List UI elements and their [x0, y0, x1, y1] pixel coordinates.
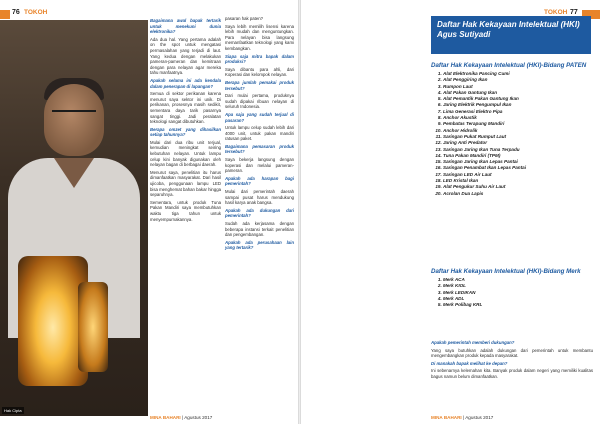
- interview-question: Apakah pemerintah memberi dukungan?: [431, 340, 515, 345]
- footer-magazine: MINA BAHARI: [431, 415, 462, 420]
- article-paragraph: Menurut saya, penelitian itu harus dimanfaatkan masyarakat. Dari hasil ujicoba, penggunaan lampu LED bisa menghemat bahan bakar hingga separuhnya.: [150, 169, 221, 198]
- merek-item: 5. Merk Polibag KRL: [443, 302, 591, 308]
- article-paragraph: Yang saya butuhkan adalah dukungan dari pemerintah untuk membantu mengembangkan produk kepada masyarakat.: [431, 347, 593, 359]
- interview-question: Bagaimana pemasaran produk tersebut?: [225, 143, 294, 155]
- paten-item: 12. Jaring Anti Predator: [443, 140, 591, 146]
- article-column-2: [225, 16, 294, 253]
- merek-heading: Daftar Hak Kekayaan Intelektual (HKI)-Bidang Merk: [431, 268, 581, 275]
- left-footer: MINA BAHARI | Agustus 2017: [150, 415, 213, 420]
- article-paragraph: Sementara, untuk produk Tuna Pakan Mandiri saya membutuhkan waktu tiga tahun untuk menyempurnakannya.: [150, 199, 221, 222]
- footer-date: Agustus 2017: [465, 415, 494, 420]
- section-label: TOKOH: [24, 9, 48, 16]
- paten-item: 3. Rumpon Laut: [443, 84, 591, 90]
- paten-item: 10. Anchor Hidrolik: [443, 128, 591, 134]
- paten-item: 2. Alat Penggiring Ikan: [443, 77, 591, 83]
- paten-list-block: [431, 62, 591, 197]
- merek-item: 3. Merk LEDIKAN: [443, 290, 591, 296]
- interview-question: Di manakah bapak melihat ke depan?: [431, 360, 508, 366]
- article-paragraph: Mulai dari dua ribu unit terjual, kemudian meningkat seiring kebutuhan nelayan. Untuk lampu celup kini banyak digunakan oleh nelayan bagan di berbagai daerah.: [150, 139, 221, 168]
- article-paragraph: Ada dua hal. Yang pertama adalah on the spot untuk mengatasi permasalahan yang terjadi di laut. Yang kedua dengan melakukan pameran-pameran dan kemitraan dengan para nelayan agar mereka tahu manfaatnya.: [150, 36, 221, 76]
- footer-magazine: MINA BAHARI: [150, 415, 181, 420]
- article-paragraph: Mulai dari pemerintah daerah sampai pusat harus mendukung hasil karya anak bangsa.: [225, 189, 294, 206]
- interview-question: Berapa omzet yang dihasilkan setiap tahunnya?: [150, 126, 221, 138]
- paten-item: 18. LED Kristal Ikan: [443, 178, 591, 184]
- article-paragraph: Sudah ada kerjasama dengan beberapa instansi terkait penelitian dan pengembangan.: [225, 221, 294, 238]
- lamp-product-secondary: [78, 282, 108, 372]
- paten-item: 16. Saringan Penambat Ikan Lepas Pantai: [443, 165, 591, 171]
- paten-item: 14. Tuna Pakan Mandiri (TPM): [443, 153, 591, 159]
- right-footer: MINA BAHARI | Agustus 2017: [431, 415, 494, 420]
- photo-caption: Hak Cipta: [4, 408, 22, 413]
- article-paragraph: Dari mulai pertama, produknya sudah dipakai ribuan nelayan di seluruh Indonesia.: [225, 93, 294, 110]
- merek-item: 1. Merk ACA: [443, 277, 591, 283]
- paten-item: 6. Jaring Elektrik Pengumpul Ikan: [443, 102, 591, 108]
- article-paragraph: Saya bekerja langsung dengan koperasi dan melalui pameran-pameran.: [225, 157, 294, 174]
- hki-title-box: Daftar Hak Kekayaan Intelektual (HKI) Agus Sutiyadi: [431, 16, 591, 54]
- paten-item: 1. Alat Elektronika Pancing Cumi: [443, 71, 591, 77]
- article-paragraph: Saya lebih memilih lisensi karena lebih mudah dan menguntungkan. Para nelayan bisa langsung memanfaatkan teknologi yang kami kembangkan.: [225, 23, 294, 51]
- interview-question: Apakah selama ini ada kendala dalam penerapan di lapangan?: [150, 77, 221, 89]
- paten-item: 11. Saringan Pukat Rumput Laut: [443, 134, 591, 140]
- paten-item: 4. Alat Pakan Gantung Ikan: [443, 90, 591, 96]
- paten-item: 15. Saringan Jaring Ikan Lepas Pantai: [443, 159, 591, 165]
- interview-question: Apakah ada perusahaan lain yang tertarik?: [225, 239, 294, 251]
- article-paragraph: Semua di sektor perikanan karena menurut saya sektor ini unik. Di perikanan, prosesnya masih sedikit, sementara daya tarik pasarnya sangat tinggi. Jadi peralatan teknologi sangat dibutuhkan.: [150, 91, 221, 125]
- paten-item: 8. Anchor Akustik: [443, 115, 591, 121]
- section-label: TOKOH: [544, 9, 568, 16]
- footer-date: Agustus 2017: [184, 415, 213, 420]
- page-number: 76: [12, 9, 20, 16]
- article-paragraph: pasaran hak paten?: [225, 16, 263, 21]
- paten-heading: Daftar Hak Kekayaan Intelektual (HKI)-Bidang PATEN: [431, 62, 587, 69]
- paten-list: [431, 71, 591, 197]
- page-number: 77: [570, 9, 578, 16]
- merek-list: [431, 277, 591, 308]
- article-bottom-text: [431, 340, 593, 382]
- portrait-photo: [0, 20, 148, 416]
- paten-item: 19. Alat Pengukur Suhu Air Laut: [443, 184, 591, 190]
- photo-glasses: [52, 110, 96, 122]
- interview-question: Apakah ada harapan bagi pemerintah?: [225, 175, 294, 187]
- article-paragraph: Saya dibantu para ahli, dari Koperasi dan kelompok nelayan.: [225, 66, 294, 78]
- interview-question: Siapa saja mitra bapak dalam produksi?: [225, 53, 294, 65]
- left-page: [0, 0, 298, 424]
- paten-item: 9. Pembatas Terapung Mandiri: [443, 121, 591, 127]
- article-column-1: [150, 16, 221, 224]
- article-paragraph: Ini sebenarnya kelemahan kita. Banyak produk dalam negeri yang memiliki kualitas bagus namun belum dimanfaatkan.: [431, 368, 593, 379]
- interview-question: Apa saja yang sudah terjual di pasaran?: [225, 111, 294, 123]
- paten-item: 7. Lima Generasi Elektro Pipa: [443, 109, 591, 115]
- paten-item: 5. Alat Pemantik Pakan Gantung Ikan: [443, 96, 591, 102]
- paten-item: 20. Acrolan Dua Lapis: [443, 191, 591, 197]
- interview-question: Apakah ada dukungan dari pemerintah?: [225, 207, 294, 219]
- merek-item: 2. Merk KIOL: [443, 283, 591, 289]
- merek-item: 4. Merk ADL: [443, 296, 591, 302]
- right-page: [301, 0, 600, 424]
- merek-list-block: [431, 268, 591, 308]
- paten-item: 17. Saringan LED Air Laut: [443, 172, 591, 178]
- header-accent-bar: [0, 10, 10, 19]
- article-paragraph: Untuk lampu celup sudah lebih dari 4000 unit, untuk pakan mandiri ratusan paket.: [225, 125, 294, 142]
- interview-question: Berapa jumlah pemakai produk tersebut?: [225, 79, 294, 91]
- paten-item: 13. Saringan Jaring Ikan Tuna Terpadu: [443, 147, 591, 153]
- interview-question: Bagaimana awal bapak tertarik untuk menekuni dunia elektronika?: [150, 18, 221, 35]
